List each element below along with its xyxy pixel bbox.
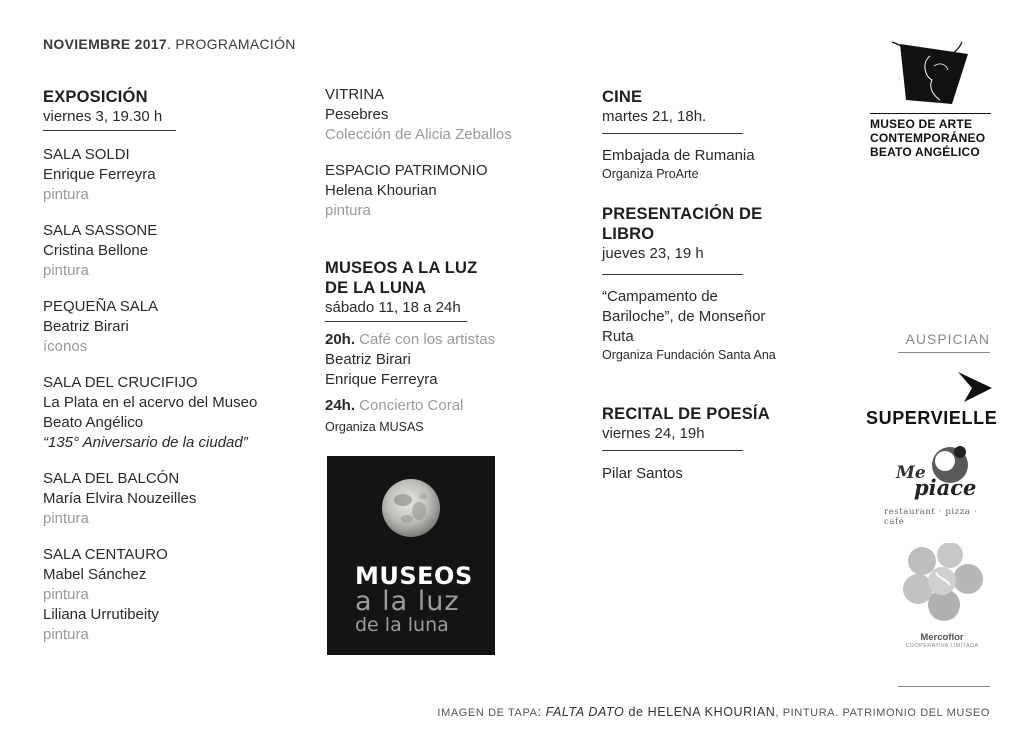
espacio-block <box>325 161 565 221</box>
column-exhibitions <box>43 87 313 661</box>
recital-performer: Pilar Santos <box>602 465 683 482</box>
museos-luna-block <box>325 258 565 436</box>
cine-divider <box>602 133 743 134</box>
vitrina-block <box>325 85 565 145</box>
sala-balcon <box>43 469 313 529</box>
cine-organizer: Organiza ProArte <box>602 167 699 181</box>
recital-date: viernes 24, 19h <box>602 425 705 442</box>
recital-divider <box>602 450 743 451</box>
espacio-type: pintura <box>325 202 371 219</box>
libro-date: jueves 23, 19 h <box>602 245 704 262</box>
supervielle-arrow-icon <box>866 370 992 404</box>
sala-type: pintura <box>43 262 89 279</box>
logo-line-2: CONTEMPORÁNEO <box>870 131 986 145</box>
sala-name: SALA CENTAURO <box>43 546 168 563</box>
sala-line: La Plata en el acervo del Museo <box>43 394 258 411</box>
sala-artist: Liliana Urrutibeity <box>43 606 159 623</box>
libro-divider <box>602 274 743 275</box>
cine-what: Embajada de Rumania <box>602 147 755 164</box>
museos-artist: Enrique Ferreyra <box>325 371 438 388</box>
time-20h: 20h. <box>325 331 356 348</box>
museos-title-2: DE LA LUNA <box>325 279 427 297</box>
cine-date: martes 21, 18h. <box>602 108 707 125</box>
credit-missing-data: FALTA DATO <box>545 705 625 719</box>
cine-title: CINE <box>602 88 643 106</box>
sala-artist: Cristina Bellone <box>43 242 149 259</box>
sala-type: pintura <box>43 186 89 203</box>
museos-artist: Beatriz Birari <box>325 351 411 368</box>
auspician-label: AUSPICIAN <box>905 331 990 347</box>
libro-details <box>602 287 832 364</box>
sala-name: SALA SOLDI <box>43 146 130 163</box>
recital-title: RECITAL DE POESÍA <box>602 405 770 423</box>
mepiace-piace: piace <box>914 475 977 500</box>
museos-date: sábado 11, 18 a 24h <box>325 298 467 322</box>
sala-artist: Enrique Ferreyra <box>43 166 156 183</box>
sala-name: SALA DEL CRUCIFIJO <box>43 374 198 391</box>
mercoflor-subtitle: COOPERATIVA LIMITADA <box>905 643 979 649</box>
exposicion-date: viernes 3, 19.30 h <box>43 107 176 131</box>
recital-block <box>602 404 832 444</box>
page-header <box>43 36 296 52</box>
header-month: NOVIEMBRE 2017 <box>43 36 168 52</box>
sala-type: pintura <box>43 510 89 527</box>
sala-type: íconos <box>43 338 88 355</box>
credit-colon: : <box>537 705 546 719</box>
sala-crucifijo <box>43 373 313 453</box>
cover-credit <box>437 705 990 719</box>
libro-line: Ruta <box>602 328 634 345</box>
sala-line: Beato Angélico <box>43 414 144 431</box>
espacio-artist: Helena Khourian <box>325 182 437 199</box>
libro-title-2: LIBRO <box>602 225 655 243</box>
column-vitrina-museos <box>325 85 565 237</box>
vitrina-item: Pesebres <box>325 106 389 123</box>
mercoflor-logo <box>896 543 988 649</box>
poster-line-2: a la luz <box>355 586 460 617</box>
mercoflor-flower-icon <box>896 543 988 629</box>
exposicion-title: EXPOSICIÓN <box>43 88 148 106</box>
libro-line: Bariloche”, de Monseñor <box>602 308 766 325</box>
museos-title-1: MUSEOS A LA LUZ <box>325 259 478 277</box>
museos-luna-poster <box>327 456 495 655</box>
libro-title-1: PRESENTACIÓN DE <box>602 205 763 223</box>
mercoflor-wordmark: Mercoflor <box>920 632 964 643</box>
supervielle-wordmark: SUPERVIELLE <box>866 408 998 428</box>
header-section: . PROGRAMACIÓN <box>167 36 296 52</box>
libro-block <box>602 204 832 264</box>
credit-artist: de HELENA KHOURIAN <box>624 705 776 719</box>
sala-artist: María Elvira Nouzeilles <box>43 490 197 507</box>
sala-artist: Beatriz Birari <box>43 318 129 335</box>
vitrina-title: VITRINA <box>325 86 385 103</box>
libro-line: “Campamento de <box>602 288 718 305</box>
espacio-title: ESPACIO PATRIMONIO <box>325 162 488 179</box>
cine-details <box>602 146 832 183</box>
time-24h: 24h. <box>325 397 356 414</box>
libro-organizer: Organiza Fundación Santa Ana <box>602 348 776 362</box>
angel-logo-icon <box>870 40 995 108</box>
logo-line-1: MUSEO DE ARTE <box>870 117 973 131</box>
sala-type: pintura <box>43 586 89 603</box>
sala-type: pintura <box>43 626 89 643</box>
recital-details <box>602 464 832 484</box>
vitrina-note: Colección de Alicia Zeballos <box>325 126 512 143</box>
poster-line-1: MUSEOS <box>355 562 473 590</box>
sala-sassone <box>43 221 313 281</box>
sala-name: SALA SASSONE <box>43 222 158 239</box>
sala-soldi <box>43 145 313 205</box>
sala-name: PEQUEÑA SALA <box>43 298 159 315</box>
sala-italic-title: “135° Aniversario de la ciudad” <box>43 434 248 451</box>
museos-organizer: Organiza MUSAS <box>325 420 424 434</box>
mepiace-tagline: restaurant · pizza · café <box>884 507 978 527</box>
mepiace-me: Me <box>896 463 926 483</box>
footer-divider <box>898 686 990 687</box>
poster-line-3: de la luna <box>355 614 449 636</box>
credit-label: IMAGEN DE TAPA <box>437 707 538 719</box>
column-cine-libro-recital <box>602 87 832 127</box>
mepiace-logo <box>880 443 992 527</box>
credit-details: , PINTURA. PATRIMONIO DEL MUSEO <box>775 707 990 719</box>
logo-line-3: BEATO ANGÉLICO <box>870 145 980 159</box>
sala-artist: Mabel Sánchez <box>43 566 147 583</box>
supervielle-logo <box>866 370 998 429</box>
auspician-divider <box>898 352 990 353</box>
pequena-sala <box>43 297 313 357</box>
sala-centauro <box>43 545 313 645</box>
museum-logo <box>870 40 995 159</box>
concierto-label: Concierto Coral <box>355 397 464 414</box>
cafe-label: Café con los artistas <box>355 331 496 348</box>
sala-name: SALA DEL BALCÓN <box>43 470 180 487</box>
